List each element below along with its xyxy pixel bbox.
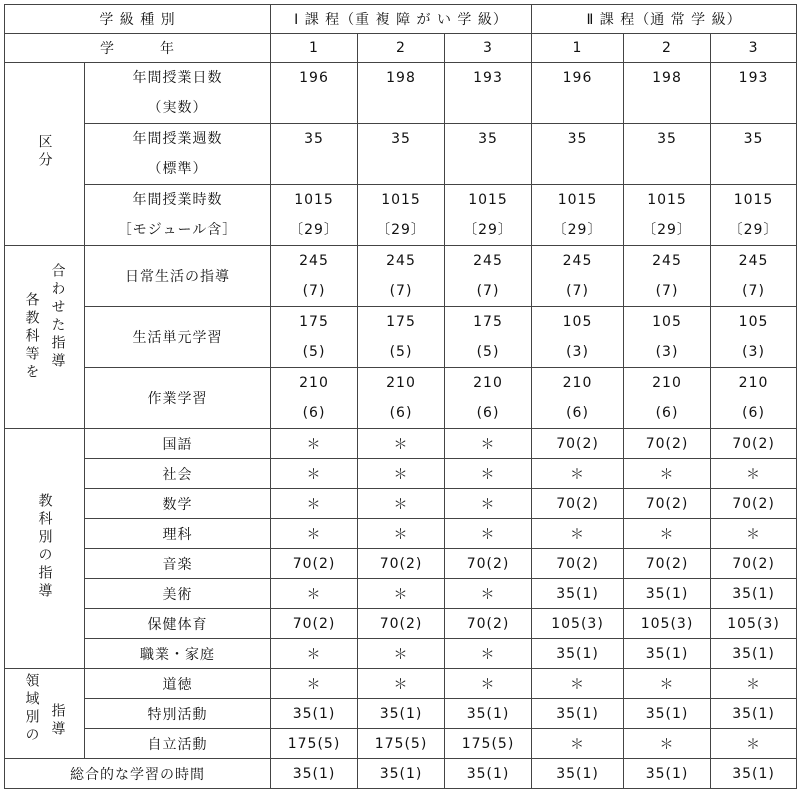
value-cell: 70(2) — [532, 429, 624, 459]
value-cell: 70(2) — [358, 609, 445, 639]
value-cell: 35(1) — [711, 759, 797, 789]
cell-line: 1015 — [557, 192, 598, 208]
cell-line: 35 — [657, 131, 677, 147]
value-cell: 35(1) — [624, 699, 711, 729]
value-cell — [445, 185, 532, 246]
cell-line: 210 — [738, 375, 769, 391]
group-subject-label: 教科別の指導 — [36, 492, 53, 601]
value-cell — [271, 246, 358, 307]
value-cell: 70(2) — [271, 549, 358, 579]
group-domain-label-a: 指導 — [49, 702, 66, 739]
value-cell: 70(2) — [445, 549, 532, 579]
value-cell — [271, 63, 358, 124]
value-cell: 70(2) — [624, 429, 711, 459]
value-cell: 35(1) — [532, 639, 624, 669]
value-cell: ＊ — [624, 729, 711, 759]
value-cell: 35(1) — [358, 759, 445, 789]
cell-line: (7) — [389, 283, 413, 299]
group-subject — [5, 429, 85, 669]
cell-line: 1015 — [294, 192, 334, 208]
cell-line: 198 — [652, 70, 682, 86]
value-cell — [532, 124, 624, 185]
cell-line: 175 — [473, 314, 503, 330]
value-cell — [711, 246, 797, 307]
class-type-header: 学 級 種 別 — [5, 5, 271, 34]
cell-line: 35 — [478, 131, 498, 147]
value-cell — [445, 63, 532, 124]
combined-row — [5, 246, 797, 307]
value-cell: ＊ — [445, 579, 532, 609]
value-cell: ＊ — [445, 459, 532, 489]
value-cell: 70(2) — [624, 489, 711, 519]
value-cell — [624, 63, 711, 124]
value-cell — [271, 307, 358, 368]
value-cell: ＊ — [358, 459, 445, 489]
group-domain — [5, 669, 85, 759]
cell-line: 〔29〕 — [728, 222, 779, 238]
cell-line: （標準） — [147, 161, 208, 177]
cell-line: 210 — [652, 375, 682, 391]
combined-row — [5, 368, 797, 429]
cell-line: (7) — [476, 283, 500, 299]
cell-line: 〔29〕 — [376, 222, 426, 238]
value-cell: 35(1) — [445, 699, 532, 729]
cell-line: (6) — [389, 405, 413, 421]
cell-line: (5) — [476, 344, 500, 360]
value-cell: ＊ — [624, 459, 711, 489]
cell-line: 210 — [473, 375, 503, 391]
value-cell: 70(2) — [532, 549, 624, 579]
group-combined-label-a: 合わせた指導 — [49, 263, 66, 371]
grade-cell: 1 — [271, 34, 358, 63]
curriculum-table — [4, 4, 797, 789]
value-cell: ＊ — [711, 669, 797, 699]
group-kubun — [5, 63, 85, 246]
cell-line: 210 — [562, 375, 593, 391]
total-row — [5, 759, 797, 789]
cell-line: 105 — [562, 314, 593, 330]
row-label: 社会 — [85, 459, 271, 489]
value-cell — [532, 307, 624, 368]
cell-line — [532, 93, 623, 123]
row-label: 数学 — [85, 489, 271, 519]
kubun-row — [5, 63, 797, 124]
value-cell: ＊ — [532, 729, 624, 759]
value-cell: 35(1) — [624, 639, 711, 669]
cell-line — [624, 154, 710, 184]
value-cell: 35(1) — [532, 699, 624, 729]
cell-line: (7) — [742, 283, 765, 299]
value-cell: ＊ — [358, 669, 445, 699]
value-cell: ＊ — [445, 669, 532, 699]
value-cell — [624, 124, 711, 185]
cell-line: 175 — [299, 314, 329, 330]
course2-header: Ⅱ 課 程（通 常 学 級） — [532, 5, 797, 34]
row-label: 作業学習 — [85, 368, 271, 429]
value-cell — [445, 368, 532, 429]
value-cell: ＊ — [711, 729, 797, 759]
value-cell: ＊ — [445, 519, 532, 549]
cell-line: 〔29〕 — [289, 222, 339, 238]
cell-line: 245 — [299, 253, 329, 269]
row-label — [85, 63, 271, 124]
cell-line: 〔29〕 — [642, 222, 692, 238]
course1-header: Ⅰ 課 程（重 複 障 が い 学 級） — [271, 5, 532, 34]
value-cell: 35(1) — [711, 579, 797, 609]
value-cell — [624, 185, 711, 246]
value-cell: ＊ — [624, 669, 711, 699]
value-cell: 35(1) — [711, 699, 797, 729]
cell-line: 1015 — [468, 192, 508, 208]
value-cell: ＊ — [271, 489, 358, 519]
group-combined — [5, 246, 85, 429]
cell-line: (6) — [566, 405, 589, 421]
cell-line: 35 — [304, 131, 324, 147]
value-cell — [358, 307, 445, 368]
cell-line: 〔29〕 — [552, 222, 603, 238]
cell-line — [711, 93, 796, 123]
cell-line: (7) — [302, 283, 326, 299]
row-label: 音楽 — [85, 549, 271, 579]
value-cell: 105(3) — [532, 609, 624, 639]
value-cell: 35(1) — [624, 579, 711, 609]
cell-line: (6) — [476, 405, 500, 421]
group-kubun-label: 区分 — [36, 134, 53, 170]
cell-line: 1015 — [381, 192, 421, 208]
row-label: 特別活動 — [85, 699, 271, 729]
value-cell: 175(5) — [445, 729, 532, 759]
value-cell — [532, 368, 624, 429]
grade-header: 学 年 — [5, 34, 271, 63]
cell-line: 1015 — [647, 192, 687, 208]
value-cell: ＊ — [624, 519, 711, 549]
value-cell: 175(5) — [358, 729, 445, 759]
cell-line — [711, 154, 796, 184]
cell-line: 245 — [562, 253, 593, 269]
value-cell: ＊ — [445, 639, 532, 669]
kubun-row — [5, 124, 797, 185]
cell-line: (5) — [389, 344, 413, 360]
cell-line: 〔29〕 — [463, 222, 513, 238]
value-cell — [271, 185, 358, 246]
value-cell: 105(3) — [711, 609, 797, 639]
value-cell: 35(1) — [532, 759, 624, 789]
value-cell — [271, 124, 358, 185]
cell-line: 210 — [386, 375, 416, 391]
row-label: 国語 — [85, 429, 271, 459]
value-cell: ＊ — [271, 429, 358, 459]
cell-line: 1015 — [733, 192, 774, 208]
subject_rows-row — [5, 429, 797, 459]
value-cell — [532, 63, 624, 124]
value-cell: 35(1) — [271, 699, 358, 729]
value-cell: 70(2) — [711, 489, 797, 519]
combined-row — [5, 307, 797, 368]
value-cell: ＊ — [271, 519, 358, 549]
value-cell: ＊ — [532, 669, 624, 699]
kubun-row — [5, 185, 797, 246]
row-label: 保健体育 — [85, 609, 271, 639]
cell-line: 105 — [738, 314, 769, 330]
value-cell: ＊ — [532, 459, 624, 489]
value-cell: 35(1) — [358, 699, 445, 729]
subject_rows-row — [5, 639, 797, 669]
row-label: 理科 — [85, 519, 271, 549]
value-cell — [532, 246, 624, 307]
value-cell — [358, 63, 445, 124]
row-label: 総合的な学習の時間 — [5, 759, 271, 789]
row-label — [85, 185, 271, 246]
value-cell: ＊ — [711, 519, 797, 549]
cell-line: 245 — [386, 253, 416, 269]
value-cell: 35(1) — [271, 759, 358, 789]
value-cell: 70(2) — [271, 609, 358, 639]
value-cell: ＊ — [271, 459, 358, 489]
subject_rows-row — [5, 459, 797, 489]
cell-line: (7) — [566, 283, 589, 299]
value-cell — [711, 63, 797, 124]
cell-line: 193 — [738, 70, 769, 86]
value-cell: ＊ — [358, 579, 445, 609]
value-cell — [711, 368, 797, 429]
grade-cell: 2 — [358, 34, 445, 63]
cell-line — [445, 154, 531, 184]
grade-cell: 1 — [532, 34, 624, 63]
domain_rows-row — [5, 729, 797, 759]
cell-line: (6) — [742, 405, 765, 421]
cell-line: 年間授業日数 — [132, 70, 223, 86]
value-cell: ＊ — [445, 429, 532, 459]
value-cell — [624, 307, 711, 368]
group-combined-label-b: 各教科等を — [23, 292, 40, 382]
value-cell — [624, 368, 711, 429]
value-cell: 70(2) — [711, 429, 797, 459]
cell-line — [271, 93, 357, 123]
row-label: 道徳 — [85, 669, 271, 699]
value-cell: 70(2) — [624, 549, 711, 579]
value-cell — [711, 307, 797, 368]
cell-line: 35 — [743, 131, 764, 147]
value-cell: 70(2) — [358, 549, 445, 579]
cell-line: 245 — [473, 253, 503, 269]
cell-line: (7) — [655, 283, 679, 299]
cell-line — [624, 93, 710, 123]
value-cell — [532, 185, 624, 246]
cell-line: 35 — [567, 131, 588, 147]
group-domain-label-b: 領域別の — [23, 672, 40, 745]
cell-line: （実数） — [147, 100, 208, 116]
value-cell: ＊ — [358, 489, 445, 519]
domain_rows-row — [5, 669, 797, 699]
value-cell: 35(1) — [445, 759, 532, 789]
cell-line: 210 — [299, 375, 329, 391]
cell-line: (6) — [655, 405, 679, 421]
cell-line: (3) — [655, 344, 679, 360]
cell-line: 193 — [473, 70, 503, 86]
cell-line — [271, 154, 357, 184]
cell-line: 175 — [386, 314, 416, 330]
cell-line: 年間授業週数 — [132, 131, 223, 147]
cell-line: (3) — [742, 344, 765, 360]
cell-line: 35 — [391, 131, 411, 147]
value-cell — [358, 124, 445, 185]
row-label: 自立活動 — [85, 729, 271, 759]
row-label: 美術 — [85, 579, 271, 609]
value-cell — [358, 185, 445, 246]
grade-cell: 3 — [445, 34, 532, 63]
cell-line: 196 — [562, 70, 593, 86]
cell-line — [532, 154, 623, 184]
subject_rows-row — [5, 579, 797, 609]
cell-line: 年間授業時数 — [132, 192, 223, 208]
value-cell: 70(2) — [711, 549, 797, 579]
subject_rows-row — [5, 489, 797, 519]
cell-line — [445, 93, 531, 123]
cell-line: 105 — [652, 314, 682, 330]
cell-line — [358, 154, 444, 184]
value-cell — [445, 246, 532, 307]
row-label: 生活単元学習 — [85, 307, 271, 368]
cell-line: (3) — [566, 344, 589, 360]
value-cell: ＊ — [271, 669, 358, 699]
cell-line — [358, 93, 444, 123]
value-cell: ＊ — [271, 639, 358, 669]
value-cell: ＊ — [532, 519, 624, 549]
value-cell: 35(1) — [711, 639, 797, 669]
value-cell — [711, 124, 797, 185]
value-cell — [711, 185, 797, 246]
cell-line: 196 — [299, 70, 329, 86]
value-cell — [358, 246, 445, 307]
grade-cell: 3 — [711, 34, 797, 63]
subject_rows-row — [5, 549, 797, 579]
cell-line: 245 — [738, 253, 769, 269]
row-label: 職業・家庭 — [85, 639, 271, 669]
value-cell: 105(3) — [624, 609, 711, 639]
cell-line: ［モジュール含］ — [117, 222, 238, 238]
value-cell — [271, 368, 358, 429]
value-cell: 70(2) — [532, 489, 624, 519]
domain_rows-row — [5, 699, 797, 729]
row-label — [85, 124, 271, 185]
value-cell: 35(1) — [532, 579, 624, 609]
row-label: 日常生活の指導 — [85, 246, 271, 307]
value-cell — [445, 307, 532, 368]
cell-line: (6) — [302, 405, 326, 421]
value-cell: ＊ — [271, 579, 358, 609]
value-cell — [624, 246, 711, 307]
subject_rows-row — [5, 609, 797, 639]
value-cell: 70(2) — [445, 609, 532, 639]
cell-line: (5) — [302, 344, 326, 360]
value-cell: ＊ — [358, 639, 445, 669]
cell-line: 245 — [652, 253, 682, 269]
cell-line: 198 — [386, 70, 416, 86]
value-cell: ＊ — [358, 429, 445, 459]
value-cell: ＊ — [358, 519, 445, 549]
value-cell: ＊ — [711, 459, 797, 489]
subject_rows-row — [5, 519, 797, 549]
value-cell — [358, 368, 445, 429]
value-cell: 175(5) — [271, 729, 358, 759]
value-cell — [445, 124, 532, 185]
value-cell: ＊ — [445, 489, 532, 519]
value-cell: 35(1) — [624, 759, 711, 789]
grade-cell: 2 — [624, 34, 711, 63]
